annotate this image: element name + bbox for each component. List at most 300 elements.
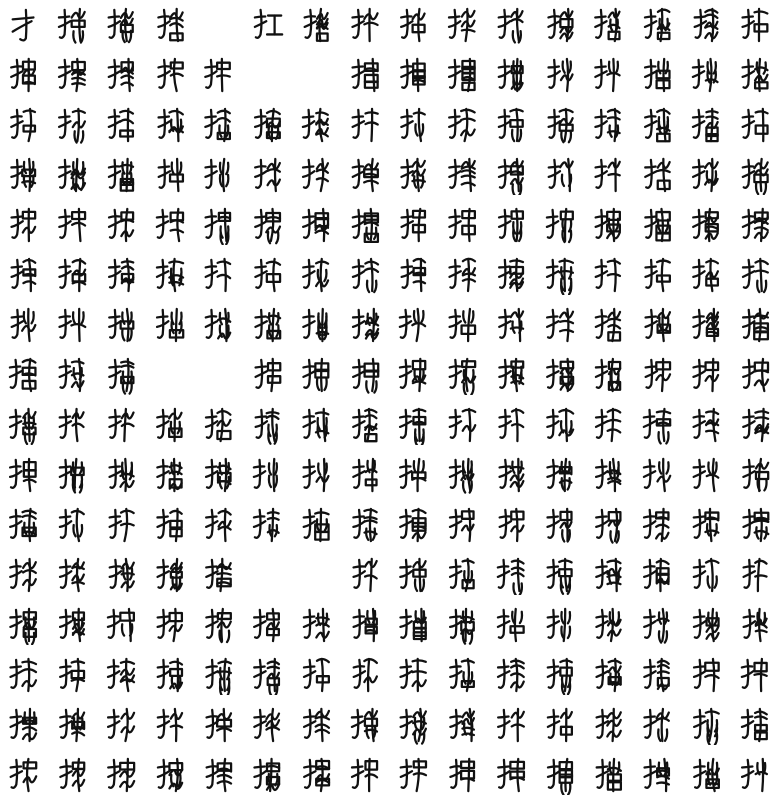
seal-glyph-cell	[146, 200, 195, 250]
seal-glyph-cell	[390, 50, 439, 100]
seal-glyph-cell	[49, 250, 98, 300]
seal-glyph-icon	[739, 755, 773, 795]
seal-glyph-icon	[544, 255, 578, 295]
seal-glyph-icon	[397, 205, 431, 245]
seal-glyph-icon	[300, 455, 334, 495]
seal-glyph-cell	[585, 150, 634, 200]
seal-glyph-icon	[739, 55, 773, 95]
seal-glyph-cell	[341, 300, 390, 350]
seal-glyph-cell	[0, 350, 49, 400]
seal-glyph-cell	[49, 450, 98, 500]
seal-glyph-cell	[683, 250, 732, 300]
seal-glyph-icon	[397, 405, 431, 445]
seal-glyph-icon	[641, 505, 675, 545]
seal-glyph-cell	[49, 350, 98, 400]
seal-glyph-icon	[251, 305, 285, 345]
seal-glyph-icon	[154, 205, 188, 245]
seal-glyph-icon	[495, 5, 529, 45]
empty-cell	[195, 350, 244, 400]
seal-glyph-icon	[7, 555, 41, 595]
seal-glyph-icon	[690, 5, 724, 45]
seal-glyph-icon	[544, 555, 578, 595]
seal-glyph-cell	[439, 350, 488, 400]
seal-glyph-cell	[536, 500, 585, 550]
seal-glyph-icon	[202, 155, 236, 195]
seal-glyph-cell	[341, 400, 390, 450]
seal-glyph-cell	[49, 300, 98, 350]
seal-glyph-cell	[585, 100, 634, 150]
seal-glyph-cell	[390, 150, 439, 200]
seal-glyph-icon	[56, 5, 90, 45]
seal-glyph-cell	[683, 450, 732, 500]
seal-glyph-cell	[585, 350, 634, 400]
seal-glyph-icon	[251, 405, 285, 445]
seal-glyph-icon	[446, 755, 480, 795]
seal-glyph-icon	[349, 255, 383, 295]
seal-glyph-icon	[251, 105, 285, 145]
seal-glyph-cell	[488, 150, 537, 200]
seal-glyph-cell	[390, 450, 439, 500]
seal-glyph-cell	[488, 350, 537, 400]
seal-glyph-cell	[49, 700, 98, 750]
seal-glyph-icon	[105, 705, 139, 745]
seal-glyph-cell	[731, 500, 780, 550]
seal-glyph-cell	[244, 100, 293, 150]
seal-glyph-icon	[7, 105, 41, 145]
seal-glyph-cell	[244, 500, 293, 550]
seal-glyph-cell	[536, 250, 585, 300]
seal-glyph-icon	[300, 505, 334, 545]
seal-glyph-cell	[195, 500, 244, 550]
seal-glyph-icon	[202, 305, 236, 345]
seal-glyph-icon	[641, 455, 675, 495]
seal-glyph-cell	[244, 200, 293, 250]
seal-glyph-icon	[349, 655, 383, 695]
seal-glyph-icon	[446, 55, 480, 95]
seal-glyph-cell	[293, 500, 342, 550]
seal-glyph-icon	[397, 555, 431, 595]
seal-glyph-icon	[7, 605, 41, 645]
seal-glyph-cell	[390, 100, 439, 150]
seal-glyph-cell	[244, 650, 293, 700]
seal-glyph-icon	[592, 705, 626, 745]
seal-glyph-icon	[56, 705, 90, 745]
seal-glyph-cell	[439, 50, 488, 100]
seal-glyph-icon	[739, 455, 773, 495]
seal-glyph-cell	[731, 300, 780, 350]
seal-glyph-cell	[731, 750, 780, 800]
seal-glyph-icon	[495, 55, 529, 95]
seal-glyph-cell	[683, 400, 732, 450]
seal-glyph-cell	[585, 0, 634, 50]
seal-glyph-icon	[349, 605, 383, 645]
seal-glyph-cell	[244, 0, 293, 50]
seal-glyph-icon	[592, 205, 626, 245]
seal-glyph-cell	[731, 450, 780, 500]
seal-glyph-icon	[154, 605, 188, 645]
seal-glyph-icon	[592, 455, 626, 495]
seal-glyph-cell	[244, 750, 293, 800]
seal-glyph-icon	[349, 155, 383, 195]
seal-glyph-icon	[641, 155, 675, 195]
seal-glyph-icon	[690, 355, 724, 395]
seal-glyph-cell	[341, 450, 390, 500]
seal-glyph-cell	[488, 0, 537, 50]
seal-glyph-cell	[683, 150, 732, 200]
seal-glyph-icon	[495, 755, 529, 795]
seal-glyph-cell	[731, 600, 780, 650]
seal-glyph-cell	[390, 650, 439, 700]
seal-glyph-icon	[105, 755, 139, 795]
seal-glyph-icon	[7, 155, 41, 195]
seal-glyph-icon	[641, 355, 675, 395]
seal-glyph-icon	[349, 205, 383, 245]
seal-glyph-icon	[397, 5, 431, 45]
seal-glyph-icon	[349, 705, 383, 745]
seal-glyph-icon	[739, 605, 773, 645]
seal-glyph-cell	[146, 0, 195, 50]
seal-glyph-cell	[488, 550, 537, 600]
seal-glyph-icon	[251, 355, 285, 395]
seal-glyph-icon	[592, 555, 626, 595]
seal-glyph-icon	[739, 655, 773, 695]
seal-glyph-cell	[146, 50, 195, 100]
seal-glyph-cell	[98, 50, 147, 100]
seal-glyph-icon	[495, 205, 529, 245]
seal-glyph-cell	[439, 0, 488, 50]
seal-glyph-cell	[98, 450, 147, 500]
seal-glyph-cell	[439, 250, 488, 300]
seal-glyph-cell	[634, 0, 683, 50]
seal-glyph-cell	[731, 650, 780, 700]
seal-glyph-icon	[56, 305, 90, 345]
seal-glyph-cell	[98, 650, 147, 700]
empty-cell	[293, 550, 342, 600]
seal-glyph-cell	[536, 100, 585, 150]
seal-glyph-icon	[56, 205, 90, 245]
seal-glyph-icon	[7, 305, 41, 345]
seal-glyph-cell	[731, 50, 780, 100]
seal-glyph-icon	[300, 655, 334, 695]
seal-glyph-cell	[731, 0, 780, 50]
seal-glyph-cell	[683, 550, 732, 600]
seal-glyph-cell	[585, 200, 634, 250]
seal-glyph-cell	[488, 600, 537, 650]
seal-glyph-cell	[634, 50, 683, 100]
seal-glyph-cell	[536, 450, 585, 500]
seal-glyph-icon	[105, 105, 139, 145]
seal-glyph-icon	[300, 755, 334, 795]
seal-glyph-icon	[592, 505, 626, 545]
seal-glyph-icon	[56, 455, 90, 495]
seal-glyph-icon	[690, 605, 724, 645]
seal-glyph-icon	[446, 555, 480, 595]
seal-glyph-cell	[0, 50, 49, 100]
seal-glyph-cell	[293, 450, 342, 500]
seal-glyph-cell	[293, 350, 342, 400]
seal-glyph-cell	[146, 650, 195, 700]
seal-glyph-icon	[349, 105, 383, 145]
seal-glyph-cell	[634, 600, 683, 650]
seal-glyph-icon	[690, 755, 724, 795]
seal-glyph-cell	[341, 150, 390, 200]
seal-glyph-cell	[585, 750, 634, 800]
seal-glyph-cell	[536, 700, 585, 750]
seal-glyph-icon	[592, 655, 626, 695]
seal-glyph-icon	[202, 555, 236, 595]
seal-glyph-cell	[683, 700, 732, 750]
seal-glyph-icon	[592, 355, 626, 395]
seal-glyph-icon	[349, 555, 383, 595]
seal-glyph-icon	[446, 405, 480, 445]
seal-glyph-cell	[634, 750, 683, 800]
seal-glyph-cell	[98, 0, 147, 50]
seal-glyph-icon	[202, 455, 236, 495]
seal-glyph-cell	[488, 300, 537, 350]
seal-glyph-icon	[349, 355, 383, 395]
seal-glyph-cell	[439, 150, 488, 200]
seal-glyph-cell	[585, 250, 634, 300]
seal-glyph-cell	[146, 100, 195, 150]
seal-glyph-cell	[341, 200, 390, 250]
seal-glyph-cell	[49, 150, 98, 200]
seal-glyph-cell	[585, 700, 634, 750]
seal-glyph-icon	[56, 655, 90, 695]
seal-glyph-cell	[195, 700, 244, 750]
seal-glyph-cell	[146, 150, 195, 200]
seal-glyph-cell	[731, 100, 780, 150]
seal-glyph-icon	[154, 155, 188, 195]
seal-glyph-icon	[641, 205, 675, 245]
seal-glyph-icon	[446, 155, 480, 195]
seal-glyph-icon	[397, 755, 431, 795]
seal-glyph-cell	[683, 100, 732, 150]
seal-glyph-cell	[49, 600, 98, 650]
seal-glyph-icon	[739, 705, 773, 745]
seal-glyph-cell	[439, 450, 488, 500]
seal-glyph-icon	[251, 505, 285, 545]
seal-glyph-icon	[105, 405, 139, 445]
seal-glyph-icon	[300, 355, 334, 395]
seal-glyph-icon	[544, 5, 578, 45]
seal-glyph-icon	[56, 155, 90, 195]
seal-glyph-cell	[634, 250, 683, 300]
seal-glyph-icon	[739, 505, 773, 545]
seal-glyph-cell	[0, 150, 49, 200]
seal-glyph-cell	[634, 200, 683, 250]
seal-glyph-icon	[690, 105, 724, 145]
seal-glyph-icon	[397, 55, 431, 95]
seal-glyph-cell	[195, 150, 244, 200]
seal-glyph-cell	[341, 250, 390, 300]
seal-glyph-icon	[592, 55, 626, 95]
seal-glyph-icon	[397, 605, 431, 645]
seal-glyph-cell	[488, 500, 537, 550]
empty-cell	[244, 550, 293, 600]
seal-glyph-icon	[202, 55, 236, 95]
seal-glyph-icon	[690, 655, 724, 695]
seal-glyph-cell	[390, 700, 439, 750]
seal-glyph-icon	[251, 755, 285, 795]
seal-glyph-icon	[739, 105, 773, 145]
seal-glyph-icon	[592, 5, 626, 45]
seal-glyph-cell	[390, 350, 439, 400]
seal-glyph-cell	[585, 500, 634, 550]
seal-glyph-icon	[641, 555, 675, 595]
seal-glyph-cell	[536, 0, 585, 50]
seal-glyph-icon	[739, 5, 773, 45]
seal-glyph-icon	[495, 105, 529, 145]
seal-glyph-cell	[195, 600, 244, 650]
seal-glyph-icon	[397, 155, 431, 195]
seal-glyph-icon	[495, 455, 529, 495]
seal-glyph-icon	[397, 505, 431, 545]
seal-glyph-cell	[293, 300, 342, 350]
seal-glyph-icon	[251, 605, 285, 645]
seal-glyph-cell	[0, 0, 49, 50]
seal-glyph-icon	[202, 105, 236, 145]
seal-glyph-cell	[244, 600, 293, 650]
seal-glyph-icon	[495, 505, 529, 545]
seal-glyph-cell	[634, 400, 683, 450]
seal-glyph-cell	[439, 550, 488, 600]
seal-glyph-cell	[488, 400, 537, 450]
seal-glyph-cell	[195, 400, 244, 450]
seal-glyph-cell	[0, 300, 49, 350]
seal-glyph-cell	[536, 200, 585, 250]
seal-glyph-icon	[641, 605, 675, 645]
seal-glyph-icon	[300, 105, 334, 145]
seal-glyph-icon	[105, 55, 139, 95]
seal-glyph-cell	[488, 650, 537, 700]
seal-glyph-icon	[495, 655, 529, 695]
seal-glyph-cell	[439, 200, 488, 250]
seal-glyph-cell	[293, 200, 342, 250]
seal-glyph-cell	[195, 200, 244, 250]
seal-glyph-icon	[592, 305, 626, 345]
seal-glyph-icon	[202, 505, 236, 545]
seal-glyph-icon	[641, 655, 675, 695]
seal-glyph-icon	[251, 205, 285, 245]
seal-glyph-icon	[7, 55, 41, 95]
seal-glyph-cell	[244, 250, 293, 300]
empty-cell	[195, 0, 244, 50]
seal-glyph-cell	[341, 700, 390, 750]
seal-glyph-icon	[690, 455, 724, 495]
seal-glyph-cell	[98, 100, 147, 150]
seal-glyph-cell	[195, 250, 244, 300]
seal-glyph-cell	[488, 450, 537, 500]
seal-glyph-cell	[244, 400, 293, 450]
seal-glyph-cell	[390, 750, 439, 800]
seal-glyph-cell	[341, 100, 390, 150]
seal-glyph-cell	[49, 650, 98, 700]
seal-glyph-icon	[251, 255, 285, 295]
seal-glyph-cell	[146, 250, 195, 300]
seal-glyph-cell	[341, 650, 390, 700]
seal-glyph-cell	[49, 400, 98, 450]
seal-glyph-icon	[7, 455, 41, 495]
seal-glyph-cell	[585, 550, 634, 600]
seal-glyph-icon	[544, 355, 578, 395]
seal-glyph-icon	[690, 555, 724, 595]
seal-glyph-icon	[300, 205, 334, 245]
seal-glyph-cell	[244, 450, 293, 500]
seal-glyph-cell	[195, 750, 244, 800]
seal-glyph-icon	[300, 5, 334, 45]
seal-glyph-icon	[202, 605, 236, 645]
seal-glyph-cell	[146, 500, 195, 550]
seal-glyph-cell	[731, 250, 780, 300]
seal-glyph-icon	[739, 405, 773, 445]
seal-glyph-cell	[293, 0, 342, 50]
seal-glyph-cell	[341, 50, 390, 100]
seal-glyph-icon	[300, 705, 334, 745]
seal-glyph-icon	[154, 455, 188, 495]
seal-glyph-cell	[146, 300, 195, 350]
seal-glyph-icon	[202, 205, 236, 245]
seal-glyph-cell	[341, 0, 390, 50]
seal-glyph-cell	[293, 600, 342, 650]
seal-glyph-cell	[146, 450, 195, 500]
seal-glyph-icon	[495, 405, 529, 445]
seal-glyph-icon	[7, 205, 41, 245]
seal-glyph-icon	[251, 155, 285, 195]
seal-glyph-icon	[7, 5, 41, 45]
seal-glyph-cell	[585, 50, 634, 100]
seal-glyph-icon	[56, 55, 90, 95]
seal-glyph-cell	[634, 350, 683, 400]
seal-glyph-icon	[690, 55, 724, 95]
seal-glyph-cell	[585, 650, 634, 700]
seal-glyph-cell	[49, 100, 98, 150]
seal-glyph-cell	[195, 550, 244, 600]
seal-glyph-cell	[488, 700, 537, 750]
seal-glyph-cell	[390, 400, 439, 450]
seal-glyph-cell	[634, 300, 683, 350]
seal-glyph-cell	[49, 0, 98, 50]
seal-glyph-cell	[439, 400, 488, 450]
seal-glyph-cell	[146, 700, 195, 750]
seal-glyph-icon	[300, 305, 334, 345]
seal-glyph-cell	[731, 350, 780, 400]
seal-glyph-icon	[544, 405, 578, 445]
seal-glyph-cell	[536, 300, 585, 350]
seal-glyph-cell	[0, 200, 49, 250]
seal-glyph-cell	[585, 600, 634, 650]
seal-glyph-icon	[690, 305, 724, 345]
seal-glyph-cell	[634, 650, 683, 700]
seal-glyph-cell	[98, 150, 147, 200]
seal-glyph-cell	[439, 700, 488, 750]
seal-glyph-icon	[446, 105, 480, 145]
seal-glyph-icon	[105, 555, 139, 595]
seal-glyph-cell	[0, 600, 49, 650]
seal-glyph-cell	[49, 550, 98, 600]
seal-glyph-icon	[251, 5, 285, 45]
seal-glyph-cell	[390, 600, 439, 650]
seal-glyph-icon	[446, 205, 480, 245]
seal-glyph-icon	[592, 255, 626, 295]
seal-glyph-cell	[683, 200, 732, 250]
seal-glyph-icon	[446, 705, 480, 745]
seal-glyph-icon	[690, 255, 724, 295]
seal-glyph-icon	[7, 255, 41, 295]
seal-glyph-cell	[439, 600, 488, 650]
seal-glyph-icon	[202, 705, 236, 745]
seal-glyph-icon	[105, 355, 139, 395]
seal-glyph-cell	[341, 750, 390, 800]
